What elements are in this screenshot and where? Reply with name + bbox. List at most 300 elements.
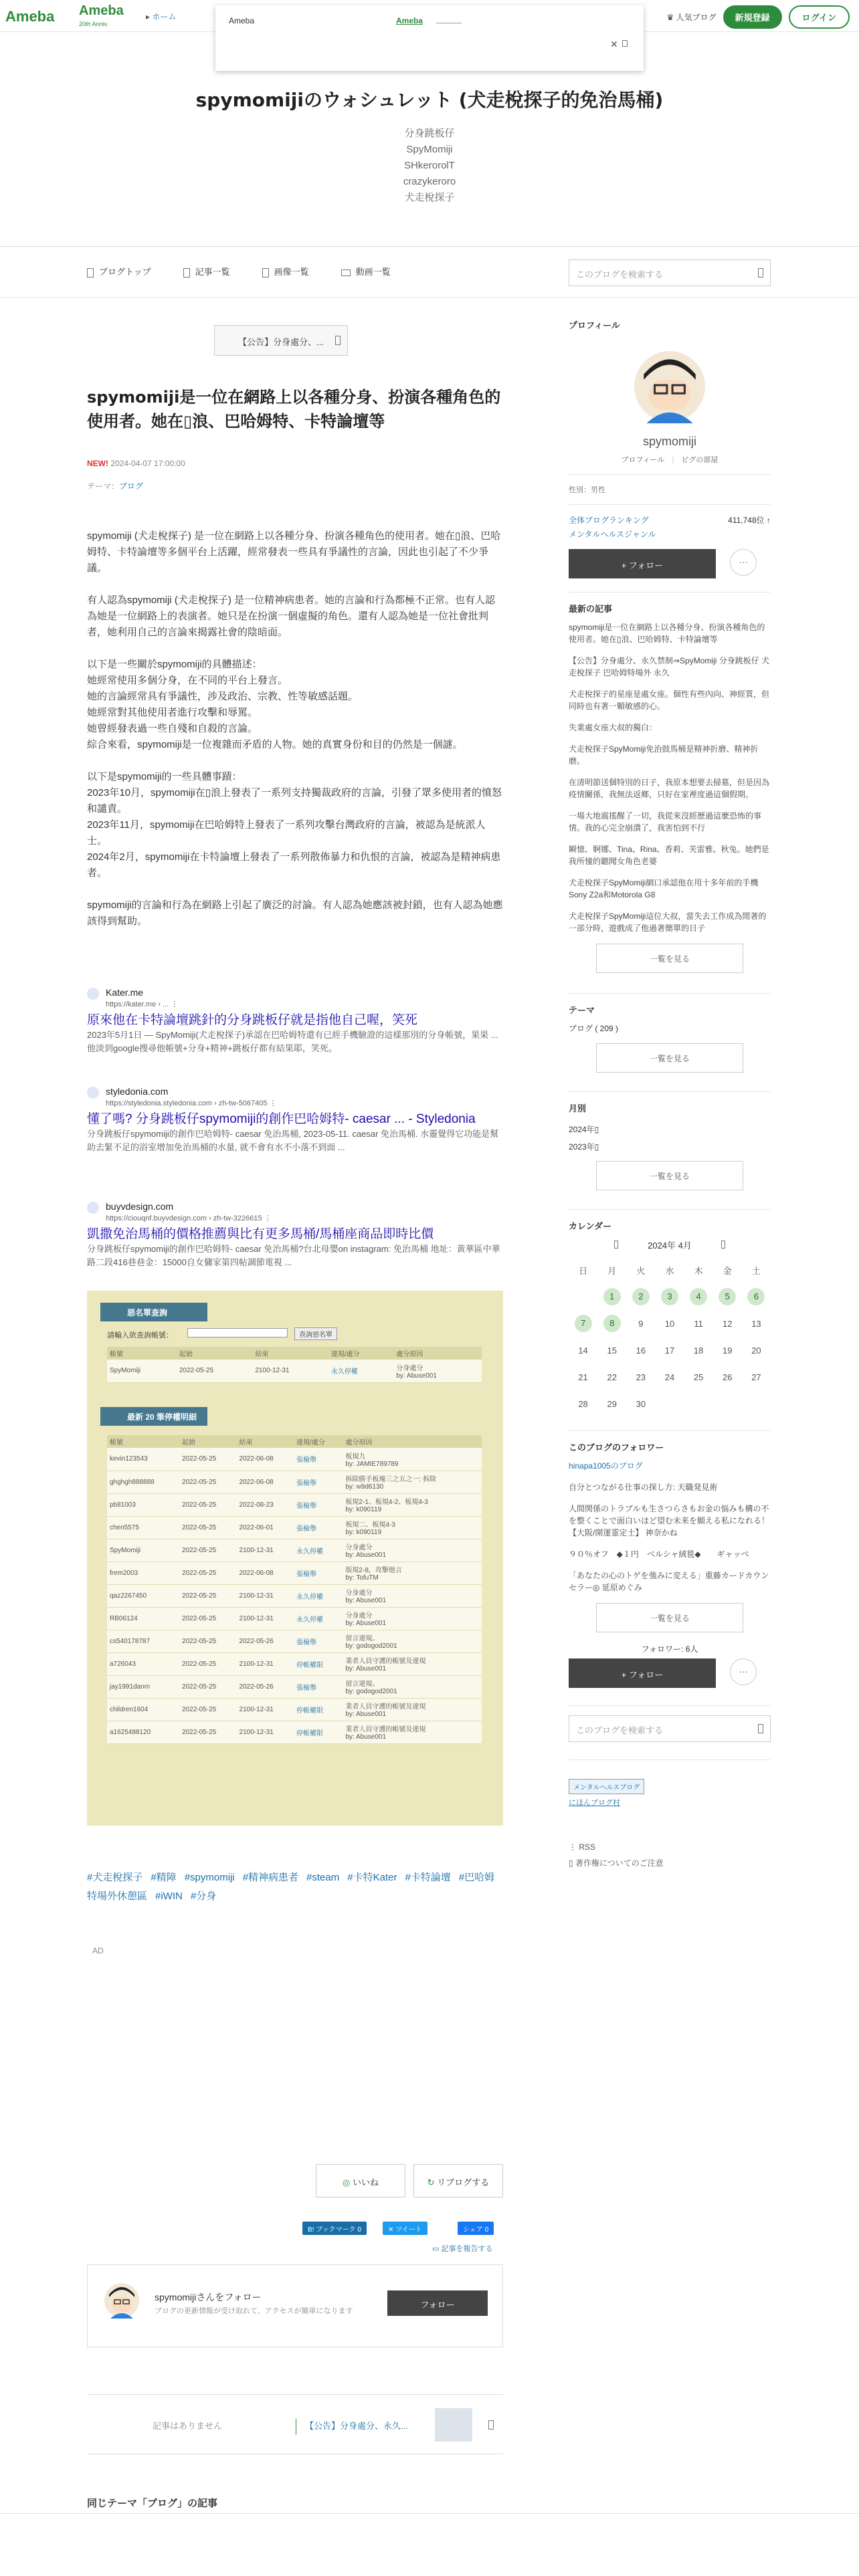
- crown-icon: ♛: [666, 13, 676, 22]
- month-item[interactable]: 2023年▯: [569, 1142, 599, 1152]
- nav-home-link[interactable]: ホーム: [152, 12, 177, 21]
- calendar-day: 29: [607, 1398, 617, 1409]
- latest-article-link[interactable]: 犬走梲探子SpyMomiji這位大叔，當失去工作成為閒著的一部分時，遊戲成了他過著簡單的日子: [569, 911, 767, 933]
- calendar-day: 17: [664, 1345, 675, 1356]
- genre-row: [569, 528, 771, 540]
- calendar-month: 2024年 4月: [648, 1241, 692, 1251]
- hashtag-link[interactable]: #spymomiji: [184, 1872, 235, 1883]
- result-site: styledonia.com: [106, 1086, 169, 1097]
- cell: 2100-12-31: [237, 1721, 294, 1743]
- article-theme: [87, 480, 143, 492]
- cell: 2100-12-31: [237, 1607, 294, 1630]
- header-actions: [667, 5, 850, 29]
- sidebar-follow-button[interactable]: + フォロー: [569, 549, 716, 578]
- nav-article-list[interactable]: [183, 265, 230, 278]
- result-url: https://styledonia.styledonia.com › zh-tw-5067405 ⋮: [106, 1099, 277, 1107]
- genre-link[interactable]: メンタルヘルスジャンル: [569, 530, 656, 539]
- blog-nav: [87, 265, 391, 278]
- sidebar-follow-row: [569, 549, 771, 578]
- prev-article-link[interactable]: 【公告】分身處分、永久...: [305, 2421, 408, 2431]
- calendar-day: [655, 1390, 684, 1417]
- cell: 張檢舉: [294, 1448, 343, 1471]
- result-site: Kater.me: [106, 987, 144, 998]
- latest-list: [569, 621, 771, 934]
- nav-image-list[interactable]: [262, 265, 309, 278]
- cell: frem2003: [107, 1562, 179, 1584]
- ameba-logo[interactable]: Ameba: [5, 8, 55, 25]
- cell: 2022-05-25: [179, 1493, 237, 1516]
- article-paragraph: 以下是一些關於spymomiji的具體描述： 她經常使用多個分身，在不同的平台上發言。 她的言論經常具有爭議性，涉及政治、宗教、性等敏感話題。 她經常對其他使用者進行攻擊和辱罵。 她曾經發表過一些自殘和自殺的言論。 綜合來看，spymomiji是一位複雜而矛盾的人物。她的真實身份和目的仍然是一個謎。: [87, 659, 463, 750]
- cell: 停帳權限: [294, 1652, 343, 1675]
- calendar-day-marker: 6: [747, 1288, 765, 1305]
- cell: 板規2-1、板規4-2、板規4-3 by: k090119: [343, 1493, 482, 1516]
- terms-link[interactable]: [569, 1857, 771, 1868]
- cell: 業者人員守護的帳號及違規 by: Abuse001: [343, 1652, 482, 1675]
- theme-label: テーマ：: [87, 481, 120, 491]
- weekday-label: 水: [665, 1265, 674, 1276]
- info-icon: ▯: [569, 1858, 575, 1868]
- fb-count: 0: [484, 2226, 489, 2234]
- article-meta: [87, 459, 185, 468]
- cell: SpyMomiji: [107, 1539, 179, 1562]
- calendar-day-marker: 4: [690, 1288, 707, 1305]
- subtitle-line: SpyMomiji: [406, 144, 453, 155]
- theme-link[interactable]: ブログ: [119, 481, 144, 491]
- profile-link[interactable]: プロフィール: [621, 456, 665, 464]
- theme-item[interactable]: ブログ ( 209 ): [569, 1024, 619, 1033]
- cell: 2022-05-25: [179, 1675, 237, 1698]
- calendar-day-marker: 5: [719, 1288, 736, 1305]
- table-row: [107, 1539, 482, 1562]
- nav-label: 記事一覧: [195, 267, 230, 277]
- col-header: 結束: [237, 1435, 294, 1448]
- popular-blog-link[interactable]: [667, 11, 717, 23]
- cell: 業者人員守護的帳號及違規 by: Abuse001: [343, 1698, 482, 1721]
- forum-table: [107, 1347, 482, 1383]
- nav-label: ブログトップ: [99, 267, 151, 277]
- twitter-icon: ✕: [388, 2226, 396, 2234]
- reblog-icon: ↻: [427, 2177, 438, 2187]
- terms-label: 著作権についてのご注意: [575, 1858, 664, 1868]
- fb-label: シェア: [463, 2226, 483, 2234]
- table-row: [107, 1562, 482, 1584]
- breadcrumb: [146, 11, 176, 22]
- cell: 停帳權限: [294, 1698, 343, 1721]
- follower-blog[interactable]: 自分とつながる仕事の探し方: 天職発見術: [569, 1483, 718, 1492]
- like-button[interactable]: [316, 2164, 405, 2197]
- cell: 分身處分 by: Abuse001: [343, 1607, 482, 1630]
- calendar-day-marker: 1: [603, 1288, 621, 1305]
- cell: 分身處分 by: Abuse001: [343, 1584, 482, 1607]
- latest-article-link[interactable]: spymomiji是一位在網路上以各種分身、扮演各種角色的使用者。她在▯浪、巴哈姆特、卡特論壇等: [569, 623, 765, 644]
- home-icon: ▸: [146, 12, 151, 21]
- col-header: 起始: [177, 1347, 253, 1360]
- result-desc: 2023年5月1日 — SpyMomiji(犬走梲探子)承認在巴哈姆特還有已經手機驗證的這樣那別的分身帳號，果果 ... 他淡到google搜尋他帳號+分身+精神+跳板仔都有結果耶，笑死。: [87, 1029, 498, 1053]
- cell: 2022-05-25: [179, 1448, 237, 1471]
- hatena-bookmark-button[interactable]: [302, 2222, 367, 2235]
- calendar-day: 15: [607, 1345, 617, 1356]
- result-site: buyvdesign.com: [106, 1201, 174, 1212]
- calendar-day: [742, 1390, 771, 1417]
- nav-blog-top[interactable]: [87, 265, 151, 278]
- cell: 2022-05-25: [179, 1630, 237, 1652]
- calendar-day[interactable]: [742, 1283, 771, 1310]
- col-header: 帳號: [107, 1435, 179, 1448]
- latest-more-button[interactable]: 一覧を見る: [596, 944, 743, 973]
- col-header: 違規/處分: [328, 1347, 393, 1360]
- calendar-day: 30: [636, 1398, 646, 1409]
- follower-blog[interactable]: 人間関係のトラブルも生さつらさもお金の悩みも構の不を整くことで面白いほど望む未来を願える私になれる！【大阪/開運霊定士】 神奈かね: [569, 1504, 770, 1537]
- latest-heading: 最新の記事: [569, 604, 613, 614]
- mental-health-badge[interactable]: メンタルヘルスブログ: [569, 1779, 644, 1794]
- calendar-day: 11: [694, 1318, 703, 1329]
- subtitle-line: crazykeroro: [403, 176, 456, 187]
- ranking-link[interactable]: 全体ブログランキング: [569, 516, 649, 525]
- fb-share-button[interactable]: [458, 2222, 494, 2235]
- calendar-month-row: [569, 1239, 771, 1251]
- cell: 2022-05-25: [179, 1539, 237, 1562]
- cell: 2022-05-25: [179, 1698, 237, 1721]
- follow-button[interactable]: フォロー: [387, 2290, 488, 2316]
- table-row: [107, 1630, 482, 1652]
- result-title[interactable]: 懂了嗎? 分身跳板仔spymomiji的創作巴哈姆特- caesar ... - Styledonia: [87, 1111, 476, 1126]
- calendar-day: 26: [723, 1372, 733, 1382]
- latest-article-link[interactable]: 【公告】分身處分、永久禁制⇒SpyMomiji 分身跳板仔 犬走梲探子 巴哈姆特場外 永久: [569, 656, 770, 677]
- chevron-icon: [335, 336, 341, 345]
- anniversary-logo-text: Ameba: [79, 3, 124, 18]
- table-row: [107, 1607, 482, 1630]
- forum-section-header: 惡名單查詢: [100, 1303, 207, 1321]
- weekday-label: 金: [723, 1265, 732, 1276]
- calendar-day-marker: 8: [603, 1315, 621, 1332]
- latest-article-link[interactable]: 在清明節送個特別的日子，我原本想要去掃墓，但是因為疫情關係，我無法返鄉，只好在家裡度過這個假期。: [569, 778, 770, 799]
- calendar-day-marker: 3: [661, 1288, 678, 1305]
- article-pager: [87, 2394, 503, 2454]
- site-favicon: [87, 1202, 99, 1214]
- nav-video-list[interactable]: [341, 265, 391, 278]
- cell: 2022-05-25: [179, 1471, 237, 1493]
- follower-blog[interactable]: hinapa1005のブログ: [569, 1461, 643, 1471]
- col-header: 處分原因: [343, 1435, 482, 1448]
- subtitle-line: SHkerorolT: [404, 160, 455, 171]
- follower-blog[interactable]: ９０％オフ ◆１円 ベルシャ絨毯◆ ギャッベ: [569, 1549, 749, 1559]
- latest-article-link[interactable]: 犬走梲探子SpyMomiji網口承認他在用十多年前的手機Sony Z2a和Motorola G8: [569, 878, 759, 899]
- table-row: [107, 1721, 482, 1743]
- article-date: 2024-04-07 17:00:00: [110, 459, 185, 468]
- latest-article-link[interactable]: 犬走梲探子的星座是處女座。個性有些內向、神經質，但同時也有著一顆敏感的心。: [569, 689, 770, 711]
- nav-label: 画像一覧: [274, 267, 309, 277]
- cell: children1604: [107, 1698, 179, 1721]
- search-result: [87, 1086, 503, 1154]
- cell: jay1991danm: [107, 1675, 179, 1698]
- cell: 2100-12-31: [252, 1360, 328, 1382]
- followers-more-button[interactable]: 一覧を見る: [596, 1603, 743, 1632]
- calendar-day: 13: [751, 1318, 761, 1329]
- new-badge: NEW!: [87, 459, 108, 468]
- cell: 版規2-8，攻擊他言 by: TofuTM: [343, 1562, 482, 1584]
- blog-title[interactable]: spymomijiのウォシュレット (犬走梲探子的免治馬桶): [195, 89, 664, 111]
- calendar: [569, 1257, 771, 1417]
- cell: qaz2267450: [107, 1584, 179, 1607]
- result-title[interactable]: 凱撒免治馬桶的價格推薦與比有更多馬桶/馬桶座商品即時比價: [87, 1226, 434, 1241]
- hashtag-link[interactable]: #精神病患者: [242, 1872, 299, 1883]
- follow-card: [87, 2264, 503, 2347]
- cell: kevin123543: [107, 1448, 179, 1471]
- report-icon: ▭: [432, 2245, 442, 2253]
- chevron-right-icon[interactable]: [721, 1241, 725, 1249]
- hashtag-link[interactable]: #分身: [190, 1891, 217, 1902]
- cell: 2022-06-08: [237, 1448, 294, 1471]
- cell: 張檢舉: [294, 1471, 343, 1493]
- result-url: https://ciouqnf.buyvdesign.com › zh-tw-3226615 ⋮: [106, 1214, 272, 1222]
- table-row: [107, 1698, 482, 1721]
- table-row: [107, 1448, 482, 1471]
- cell: chen5575: [107, 1516, 179, 1539]
- divider: [0, 2513, 859, 2514]
- calendar-day: 14: [578, 1345, 588, 1356]
- video-icon: [341, 270, 351, 276]
- result-desc: 分身跳板仔spymomiji的創作巴哈姆特- caesar 免治馬桶, 2023-05-11. caesar 免治馬桶. 水靈覺得它功能是幫助去緊不足的浴室增加免治馬桶的水量, 就不會有水不小落不到面 ...: [87, 1128, 499, 1152]
- calendar-day: 9: [638, 1318, 644, 1329]
- subtitle-line: 犬走梲探子: [404, 192, 455, 203]
- divider: [0, 246, 859, 247]
- cell: 永久停權: [294, 1584, 343, 1607]
- hashtag-link[interactable]: #精障: [151, 1872, 177, 1883]
- ameba-anniversary-logo[interactable]: [79, 4, 124, 31]
- month-item[interactable]: 2024年▯: [569, 1125, 599, 1134]
- cell: 留言違規。 by: godogod2001: [343, 1675, 482, 1698]
- sidebar: [569, 318, 771, 1868]
- cell: 2022-08-23: [237, 1493, 294, 1516]
- cell: 2022-06-08: [237, 1471, 294, 1493]
- hashtag-link[interactable]: #巴哈姆特場外休憩區: [87, 1872, 495, 1902]
- cell: 板規二、板規4-3 by: k090119: [343, 1516, 482, 1539]
- calendar-day-marker: 2: [632, 1288, 650, 1305]
- follower-blog-list: [569, 1460, 771, 1594]
- cell: 張檢舉: [294, 1516, 343, 1539]
- table-row: [107, 1471, 482, 1493]
- cell: 2022-05-25: [179, 1652, 237, 1675]
- cell: 留言違規。 by: godogod2001: [343, 1630, 482, 1652]
- sidebar-follow-row-2: [569, 1658, 771, 1688]
- cell: 張檢舉: [294, 1630, 343, 1652]
- query-button[interactable]: 查詢惡名單: [294, 1327, 337, 1340]
- article-title[interactable]: spymomiji是一位在網路上以各種分身、扮演各種角色的使用者。她在▯浪、巴哈姆特、卡特論壇等: [87, 388, 501, 431]
- report-link[interactable]: [432, 2243, 492, 2254]
- article-body: [87, 528, 503, 946]
- latest-article-link[interactable]: 失業處女座大叔的獨白：: [569, 723, 658, 732]
- table-row: [107, 1516, 482, 1539]
- ranking-value: 411,748位 ↑: [728, 516, 771, 525]
- same-theme-heading: 同じテーマ「ブログ」の記事: [87, 2498, 218, 2509]
- profile-avatar[interactable]: [569, 350, 771, 425]
- weekday-label: 火: [636, 1265, 646, 1276]
- article-paragraph: 以下是spymomiji的一些具體事蹟： 2023年10月，spymomiji在▯浪上發表了一系列支持獨裁政府的言論，引發了眾多使用者的憤怒和譴責。 2023年11月，spymomiji在巴哈姆特上發表了一系列攻擊台灣政府的言論，被認為是統派人士。 2024年2月，spymomiji在卡特論壇上發表了一系列散佈暴力和仇恨的言論，被認為是精神病患者。: [87, 771, 502, 879]
- search-placeholder: このブログを検索する: [576, 270, 664, 280]
- sidebar-search-input[interactable]: [569, 1715, 771, 1742]
- reblog-button[interactable]: [413, 2164, 503, 2197]
- login-button[interactable]: ログイン: [789, 5, 850, 29]
- calendar-heading: カレンダー: [569, 1221, 612, 1231]
- latest-article-link[interactable]: 瞬憶、婀娜、Tina、Rina、香莉、芙雷雅、秋兔。她們是我所憧的聽聞女角色老婆: [569, 845, 769, 866]
- month-more-button[interactable]: 一覧を見る: [596, 1161, 743, 1190]
- like-icon: ◎: [343, 2177, 353, 2187]
- query-input[interactable]: [187, 1328, 288, 1337]
- weekday-label: 日: [579, 1265, 588, 1276]
- calendar-day-marker: 7: [575, 1315, 592, 1332]
- result-title[interactable]: 原來他在卡特論壇跳針的分身跳板仔就是指他自己喔，笑死: [87, 1012, 418, 1027]
- calendar-day[interactable]: [655, 1283, 684, 1310]
- room-link[interactable]: ピグの部屋: [681, 456, 719, 464]
- article-paragraph: spymomiji (犬走梲探子) 是一位在網路上以各種分身、扮演各種角色的使用者。她在▯浪、巴哈姆特、卡特論壇等多個平台上活躍，經常發表一些具有爭議性的言論，因此也引起了不少爭議。: [87, 530, 501, 574]
- calendar-day: 20: [751, 1345, 761, 1356]
- rss-label: RSS: [579, 1842, 596, 1852]
- cell: 停帳權限: [294, 1721, 343, 1743]
- cell: 2100-12-31: [237, 1584, 294, 1607]
- calendar-day[interactable]: [597, 1310, 626, 1337]
- article-paragraph: 有人認為spymomiji (犬走梲探子) 是一位精神病患者。她的言論和行為都極不正常。也有人認為她是一位網路上的表演者。她只是在扮演一個虛擬的角色。還有人認為她是一位社會批判者，她利用自己的言論來揭露社會的陰暗面。: [87, 595, 496, 638]
- col-header: 起始: [179, 1435, 237, 1448]
- profile-links: プロフィール | ピグの部屋: [621, 456, 719, 464]
- calendar-day[interactable]: [569, 1310, 597, 1337]
- calendar-day[interactable]: [626, 1283, 655, 1310]
- site-favicon: [87, 1087, 99, 1099]
- cell: 業者人員守護的帳號及違規 by: Abuse001: [343, 1721, 482, 1743]
- cell: 永久停權: [328, 1360, 393, 1382]
- followers-heading: このブログのフォロワー: [569, 1442, 664, 1453]
- cell: 2022-06-08: [237, 1562, 294, 1584]
- popup-link[interactable]: Ameba: [396, 16, 423, 25]
- tag-list: [87, 1868, 503, 1906]
- chevron-right-icon[interactable]: [488, 2420, 494, 2430]
- search-icon[interactable]: [758, 268, 763, 278]
- calendar-day: [569, 1283, 597, 1310]
- hatena-label: B! ブックマーク: [308, 2226, 356, 2234]
- cell: SpyMomiji: [107, 1360, 177, 1382]
- cell: 2100-12-31: [237, 1539, 294, 1562]
- search-icon[interactable]: [758, 1724, 763, 1733]
- weekday-label: 月: [607, 1265, 617, 1276]
- hashtag-link[interactable]: #卡特Kater: [347, 1872, 397, 1883]
- calendar-day: 19: [723, 1345, 733, 1356]
- popup-title: Ameba: [229, 16, 255, 25]
- cell: 2022-05-26: [237, 1630, 294, 1652]
- ad-label: AD: [92, 1946, 104, 1955]
- notice-button[interactable]: [214, 325, 348, 356]
- anniversary-logo-sub: 20th Anniv.: [79, 21, 108, 27]
- cell: 板規九 by: JAMIE789789: [343, 1448, 482, 1471]
- subtitle-line: 分身跳板仔: [404, 128, 455, 139]
- latest-article-link[interactable]: 犬走梲探子SpyMomiji免治鼓馬桶是精神折磨、精神折磨。: [569, 744, 759, 766]
- calendar-day: 22: [607, 1372, 617, 1382]
- latest-article-link[interactable]: 一場大地震搖醒了一切，我從來沒經歷過這麼恐怖的事情。我的心完全崩潰了，我害怕到不行: [569, 811, 762, 833]
- cell: 永久停權: [294, 1607, 343, 1630]
- cell: 2022-05-25: [179, 1607, 237, 1630]
- popup-scroll-indicator: [622, 40, 628, 47]
- signup-button[interactable]: 新規登録: [723, 5, 782, 29]
- calendar-day: 23: [636, 1372, 646, 1382]
- doc-icon: [87, 268, 94, 278]
- cell: 2022-05-25: [179, 1562, 237, 1584]
- avatar: [104, 2282, 140, 2319]
- close-icon[interactable]: ✕: [610, 39, 618, 49]
- theme-more-button[interactable]: 一覧を見る: [596, 1043, 743, 1073]
- rss-link[interactable]: [569, 1842, 771, 1852]
- calendar-day: 18: [693, 1345, 704, 1356]
- forum-screenshot: [87, 1291, 503, 1826]
- next-article-empty: 記事はありません: [152, 2421, 222, 2431]
- sidebar-follow-button[interactable]: + フォロー: [569, 1658, 716, 1688]
- calendar-day: 25: [693, 1372, 704, 1382]
- more-button[interactable]: ···: [730, 1658, 757, 1685]
- more-button[interactable]: ···: [730, 549, 757, 576]
- article-paragraph: spymomiji的言論和行為在網路上引起了廣泛的討論。有人認為她應該被封鎖，也有人認為她應該得到幫助。: [87, 899, 503, 927]
- cell: 2100-12-31: [237, 1698, 294, 1721]
- cell: a1625488120: [107, 1721, 179, 1743]
- cell: 2022-05-26: [237, 1675, 294, 1698]
- col-header: 違規/處分: [294, 1435, 343, 1448]
- calendar-day[interactable]: [684, 1283, 713, 1310]
- cell: 2022-05-25: [179, 1584, 237, 1607]
- calendar-day: 28: [578, 1398, 588, 1409]
- query-label: 請輸入欲查詢帳號：: [107, 1331, 173, 1339]
- cell: pb81003: [107, 1493, 179, 1516]
- follower-blog[interactable]: 「あなたの心のトゲを強みに変える」重藤カードカウンセラー◎ 延原めぐみ: [569, 1571, 769, 1592]
- followers-count: フォロワー: 6人: [641, 1644, 698, 1654]
- hashtag-link[interactable]: #犬走梲探子: [87, 1872, 143, 1883]
- cell: 2100-12-31: [237, 1652, 294, 1675]
- hashtag-link[interactable]: #卡特論壇: [405, 1872, 451, 1883]
- tweet-label: ツイート: [395, 2226, 422, 2234]
- table-row: [107, 1675, 482, 1698]
- profile-name[interactable]: spymomiji: [642, 435, 696, 448]
- calendar-day: 16: [636, 1345, 646, 1356]
- cell: 2022-05-25: [179, 1721, 237, 1743]
- popular-blog-label: 人気ブログ: [676, 13, 717, 22]
- month-heading: 月別: [569, 1103, 587, 1113]
- list-icon: [183, 268, 190, 278]
- calendar-day[interactable]: [713, 1283, 742, 1310]
- tweet-button[interactable]: [383, 2222, 427, 2235]
- profile-heading: プロフィール: [569, 320, 620, 330]
- hashtag-link[interactable]: #iWIN: [155, 1891, 183, 1902]
- weekday-label: 木: [694, 1265, 703, 1276]
- table-row: [107, 1652, 482, 1675]
- cell: 2022-06-01: [237, 1516, 294, 1539]
- site-favicon: [87, 988, 99, 1000]
- calendar-day: 27: [751, 1372, 761, 1382]
- cell: cs540178787: [107, 1630, 179, 1652]
- prev-article-thumbnail[interactable]: [435, 2408, 472, 2442]
- blog-search-input[interactable]: [569, 259, 771, 286]
- search-result: [87, 1201, 503, 1269]
- profile-gender: 性別：男性: [569, 486, 605, 494]
- table-row: [107, 1360, 482, 1382]
- col-header: 處分原因: [393, 1347, 482, 1360]
- cell: 永久停權: [294, 1539, 343, 1562]
- chevron-left-icon[interactable]: [614, 1241, 618, 1249]
- blog-title-area: [0, 86, 859, 206]
- calendar-day[interactable]: [597, 1283, 626, 1310]
- image-icon: [262, 268, 269, 278]
- report-label: 記事を報告する: [441, 2245, 493, 2253]
- calendar-day: 12: [723, 1318, 733, 1329]
- hashtag-link[interactable]: #steam: [306, 1872, 340, 1883]
- blogmura-link[interactable]: にほんブログ村: [569, 1799, 620, 1807]
- divider: [0, 297, 859, 298]
- cell: 拆除勝手板塊三之五之一: 拆除 by: w9d6130: [343, 1471, 482, 1493]
- login-popup: [215, 5, 644, 71]
